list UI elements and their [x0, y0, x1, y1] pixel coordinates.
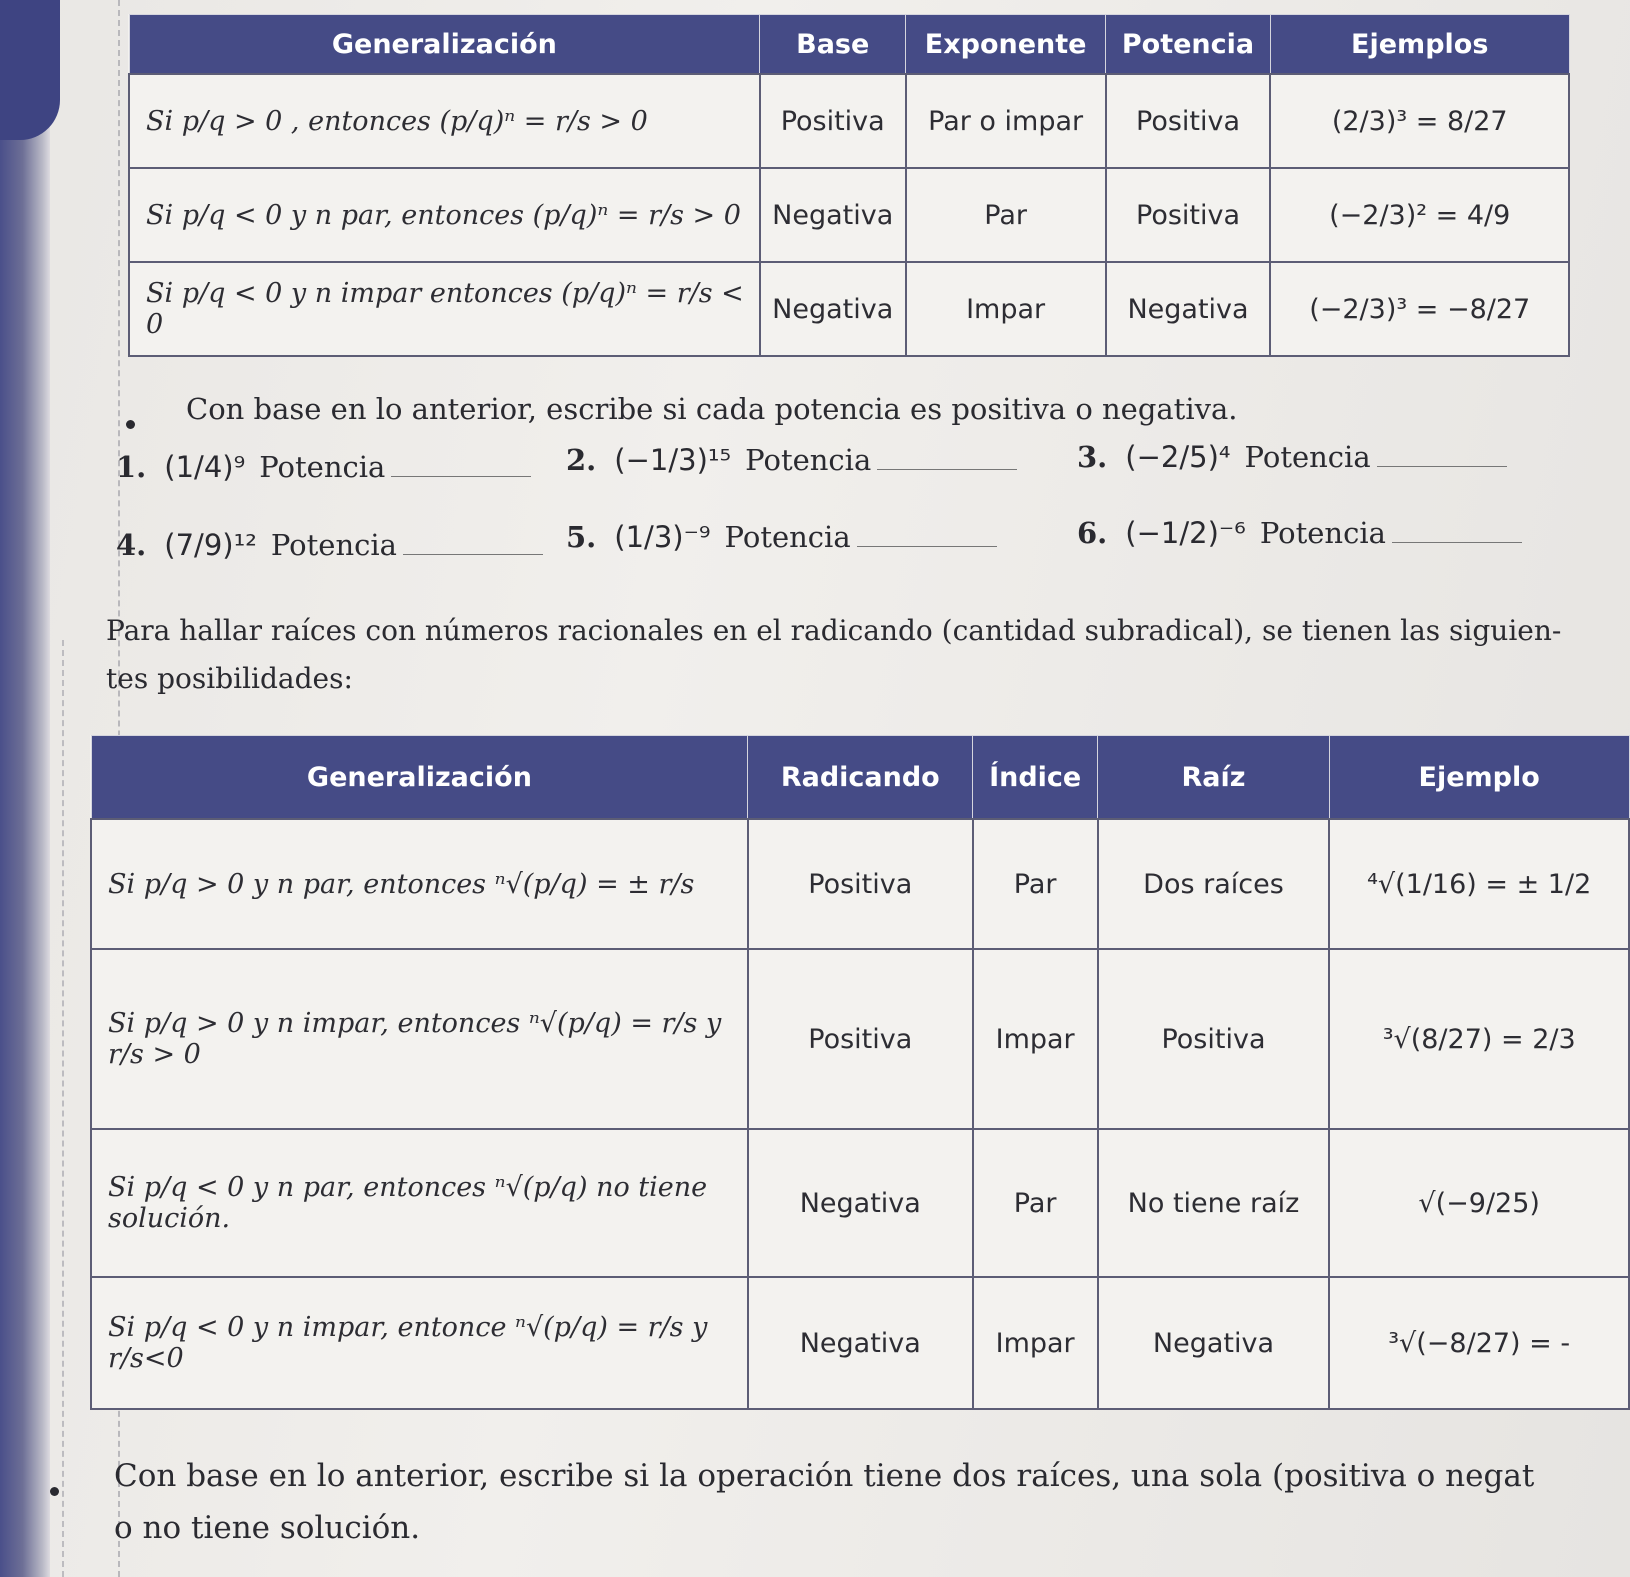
bullet — [50, 1487, 59, 1496]
table-row — [91, 1277, 1629, 1409]
generalization-cell: Si p/q > 0 y n par, entonces ⁿ√(p/q) = ± r/s — [91, 819, 748, 949]
paragraph-roots-line2: tes posibilidades: — [106, 662, 353, 695]
table-row — [129, 74, 1569, 168]
exercise-expression: (1/4)⁹ — [164, 450, 246, 484]
table-row — [91, 1129, 1629, 1277]
exercise-label: Potencia — [1259, 516, 1386, 550]
radicand-cell: Negativa — [748, 1129, 973, 1277]
answer-blank[interactable] — [857, 545, 997, 547]
answer-blank[interactable] — [403, 553, 543, 555]
exercise-label: Potencia — [724, 520, 851, 554]
header-generalizacion: Generalización — [91, 736, 748, 820]
root-cell: Dos raíces — [1098, 819, 1330, 949]
table-row — [129, 168, 1569, 262]
exercise-5 — [566, 520, 997, 554]
power-cell: Positiva — [1106, 74, 1271, 168]
header-raiz: Raíz — [1098, 736, 1330, 820]
exercise-label: Potencia — [270, 528, 397, 562]
answer-blank[interactable] — [391, 475, 531, 477]
exponent-cell: Par — [906, 168, 1106, 262]
index-cell: Par — [973, 819, 1098, 949]
exercise-expression: (7/9)¹² — [164, 528, 257, 562]
exercise-expression: (−1/2)⁻⁶ — [1125, 516, 1246, 550]
paragraph-roots-line1: Para hallar raíces con números racionales en el radicando (cantidad subradical), se tienen las siguien- — [106, 614, 1562, 647]
index-cell: Impar — [973, 1277, 1098, 1409]
generalization-cell: Si p/q < 0 y n impar, entonce ⁿ√(p/q) = r/s y r/s<0 — [91, 1277, 748, 1409]
example-cell: (2/3)³ = 8/27 — [1270, 74, 1569, 168]
radicand-cell: Positiva — [748, 949, 973, 1129]
example-cell: ³√(8/27) = 2/3 — [1329, 949, 1629, 1129]
index-cell: Impar — [973, 949, 1098, 1129]
exercise-label: Potencia — [745, 443, 872, 477]
header-potencia: Potencia — [1106, 15, 1271, 75]
powers-table-header — [129, 15, 1569, 75]
instruction-roots-line2: o no tiene solución. — [114, 1510, 421, 1546]
root-cell: Negativa — [1098, 1277, 1330, 1409]
header-generalizacion: Generalización — [129, 15, 760, 75]
base-cell: Negativa — [760, 168, 906, 262]
roots-table-header — [91, 736, 1629, 820]
root-cell: No tiene raíz — [1098, 1129, 1330, 1277]
exercise-3 — [1077, 440, 1507, 474]
exponent-cell: Par o impar — [906, 74, 1106, 168]
instruction-powers: Con base en lo anterior, escribe si cada potencia es positiva o negativa. — [186, 392, 1238, 426]
roots-table — [90, 735, 1630, 1410]
table-row — [129, 262, 1569, 356]
index-cell: Par — [973, 1129, 1098, 1277]
example-cell: ³√(−8/27) = - — [1329, 1277, 1629, 1409]
example-cell: ⁴√(1/16) = ± 1/2 — [1329, 819, 1629, 949]
book-spine-band — [0, 0, 60, 140]
book-spine — [0, 0, 50, 1577]
example-cell: √(−9/25) — [1329, 1129, 1629, 1277]
power-cell: Negativa — [1106, 262, 1271, 356]
exercise-label: Potencia — [1244, 440, 1371, 474]
exercise-number: 1. — [116, 450, 147, 484]
radicand-cell: Negativa — [748, 1277, 973, 1409]
header-exponente: Exponente — [906, 15, 1106, 75]
margin-line-lower — [62, 640, 64, 1577]
table-row — [91, 819, 1629, 949]
powers-table — [128, 14, 1570, 357]
base-cell: Negativa — [760, 262, 906, 356]
instruction-roots-line1: Con base en lo anterior, escribe si la operación tiene dos raíces, una sola (positiva o negat — [114, 1458, 1535, 1494]
exercise-number: 6. — [1077, 516, 1108, 550]
exercise-number: 5. — [566, 520, 597, 554]
generalization-cell: Si p/q < 0 y n impar entonces (p/q)ⁿ = r/s < 0 — [129, 262, 760, 356]
header-ejemplo: Ejemplo — [1329, 736, 1629, 820]
example-cell: (−2/3)² = 4/9 — [1270, 168, 1569, 262]
radicand-cell: Positiva — [748, 819, 973, 949]
answer-blank[interactable] — [1392, 541, 1522, 543]
example-cell: (−2/3)³ = −8/27 — [1270, 262, 1569, 356]
root-cell: Positiva — [1098, 949, 1330, 1129]
exercise-expression: (1/3)⁻⁹ — [614, 520, 711, 554]
generalization-cell: Si p/q < 0 y n par, entonces ⁿ√(p/q) no tiene solución. — [91, 1129, 748, 1277]
exercise-number: 4. — [116, 528, 147, 562]
answer-blank[interactable] — [1377, 465, 1507, 467]
answer-blank[interactable] — [877, 468, 1017, 470]
table-row — [91, 949, 1629, 1129]
header-ejemplos: Ejemplos — [1270, 15, 1569, 75]
header-radicando: Radicando — [748, 736, 973, 820]
exponent-cell: Impar — [906, 262, 1106, 356]
generalization-cell: Si p/q > 0 , entonces (p/q)ⁿ = r/s > 0 — [129, 74, 760, 168]
exercise-1 — [116, 450, 531, 484]
exercise-expression: (−2/5)⁴ — [1125, 440, 1231, 474]
exercise-4 — [116, 528, 543, 562]
generalization-cell: Si p/q > 0 y n impar, entonces ⁿ√(p/q) = r/s y r/s > 0 — [91, 949, 748, 1129]
header-base: Base — [760, 15, 906, 75]
exercise-expression: (−1/3)¹⁵ — [614, 443, 732, 477]
exercise-label: Potencia — [259, 450, 386, 484]
exercise-number: 2. — [566, 443, 597, 477]
exercise-number: 3. — [1077, 440, 1108, 474]
bullet — [126, 420, 135, 429]
base-cell: Positiva — [760, 74, 906, 168]
exercise-6 — [1077, 516, 1522, 550]
power-cell: Positiva — [1106, 168, 1271, 262]
exercise-2 — [566, 443, 1017, 477]
header-indice: Índice — [973, 736, 1098, 820]
generalization-cell: Si p/q < 0 y n par, entonces (p/q)ⁿ = r/s > 0 — [129, 168, 760, 262]
